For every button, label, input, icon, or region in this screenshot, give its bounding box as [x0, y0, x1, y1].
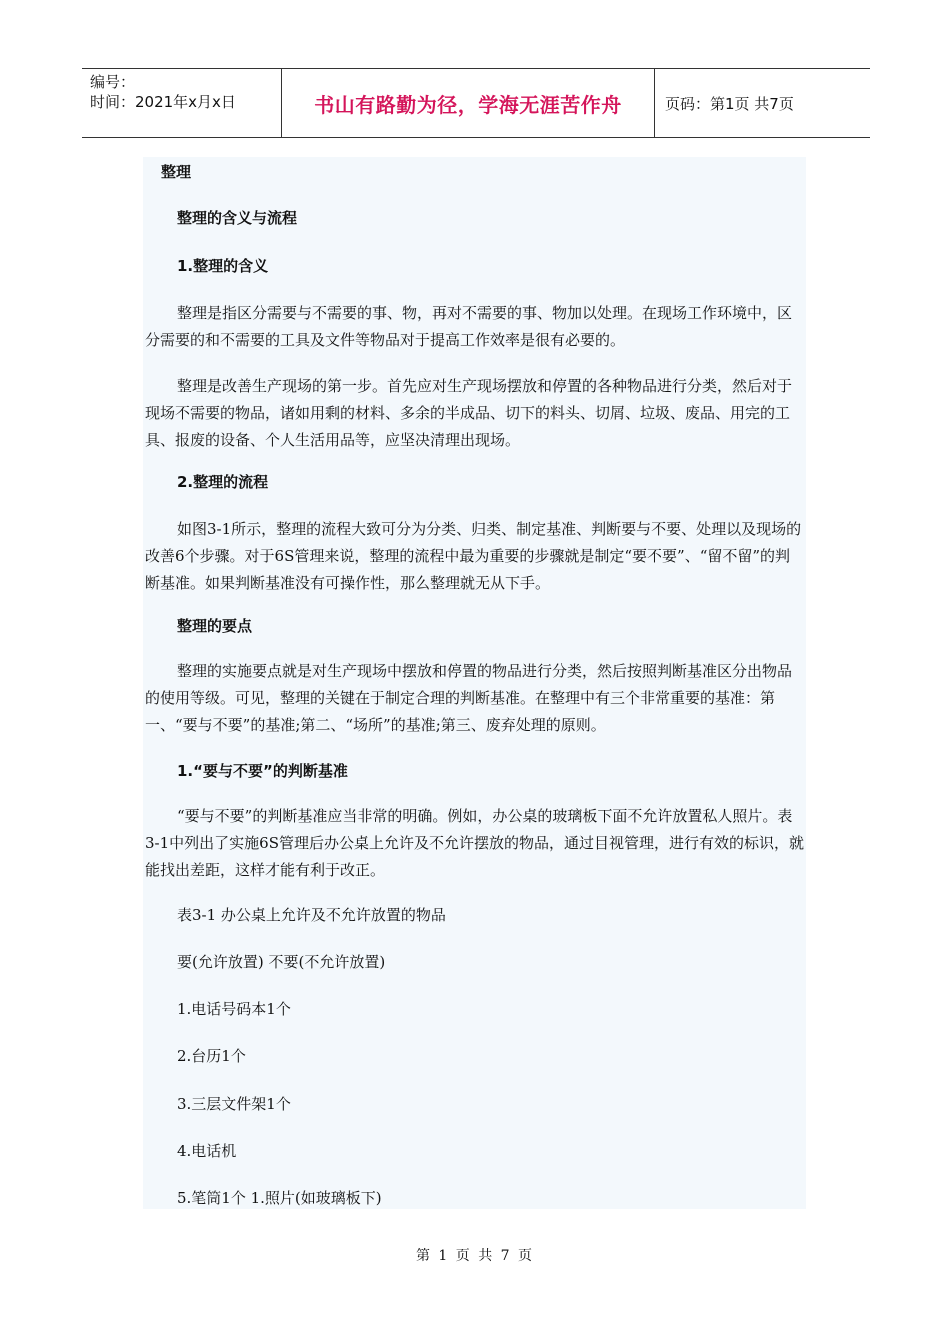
paragraph-key-points: 整理的实施要点就是对生产现场中摆放和停置的物品进行分类，然后按照判断基准区分出物品的使用等级。可见，整理的关键在于制定合理的判断基准。在整理中有三个非常重要的基准：第一、“要与不要”的基准;第二、“场所”的基准;第三、废弃处理的原则。: [145, 662, 793, 734]
page-footer: 第 1 页 共 7 页: [415, 1248, 535, 1264]
document-header: [82, 68, 870, 138]
page-label: 页码：第1页 共7页: [665, 94, 794, 113]
header-meta: [82, 69, 282, 137]
number-label: 编号：: [90, 73, 136, 91]
list-item: 2.台历1个: [177, 1047, 246, 1065]
subheading-flow: 2.整理的流程: [177, 473, 269, 491]
section-heading-key-points: 整理的要点: [177, 617, 253, 635]
section-heading-meaning-flow: 整理的含义与流程: [177, 209, 298, 227]
paragraph-first-step: 整理是改善生产现场的第一步。首先应对生产现场摆放和停置的各种物品进行分类，然后对于现场不需要的物品，诸如用剩的材料、多余的半成品、切下的料头、切屑、垃圾、废品、用完的工具、报废的设备、个人生活用品等，应坚决清理出现场。: [145, 377, 793, 449]
list-item: 4.电话机: [177, 1142, 237, 1160]
paragraph-keep-discard: “要与不要”的判断基准应当非常的明确。例如，办公桌的玻璃板下面不允许放置私人照片。表3-1中列出了实施6S管理后办公桌上允许及不允许摆放的物品，通过目视管理，进行有效的标识，就能找出差距，这样才能有利于改正。: [145, 807, 804, 879]
header-page-cell: [655, 69, 870, 137]
table-caption: 表3-1 办公桌上允许及不允许放置的物品: [177, 906, 446, 924]
table-header: 要(允许放置) 不要(不允许放置): [177, 953, 386, 971]
paragraph-meaning: 整理是指区分需要与不需要的事、物，再对不需要的事、物加以处理。在现场工作环境中，区分需要的和不需要的工具及文件等物品对于提高工作效率是很有必要的。: [145, 304, 793, 349]
paragraph-flow: 如图3-1所示，整理的流程大致可分为分类、归类、制定基准、判断要与不要、处理以及现场的改善6个步骤。对于6S管理来说，整理的流程中最为重要的步骤就是制定“要不要”、“留不留”的判断基准。如果判断基准没有可操作性，那么整理就无从下手。: [145, 520, 802, 592]
motto-text: 书山有路勤为径，学海无涯苦作舟: [314, 92, 622, 117]
subheading-meaning: 1.整理的含义: [177, 257, 269, 275]
document-body: [143, 157, 806, 1209]
list-item: 3.三层文件架1个: [177, 1095, 291, 1113]
header-motto-cell: [282, 69, 655, 137]
list-item: 1.电话号码本1个: [177, 1000, 291, 1018]
time-label: 时间：2021年x月x日: [90, 93, 236, 111]
subheading-keep-discard: 1.“要与不要”的判断基准: [177, 762, 348, 780]
page-title: 整理: [161, 163, 192, 181]
list-item: 5.笔筒1个 1.照片(如玻璃板下): [177, 1189, 382, 1207]
